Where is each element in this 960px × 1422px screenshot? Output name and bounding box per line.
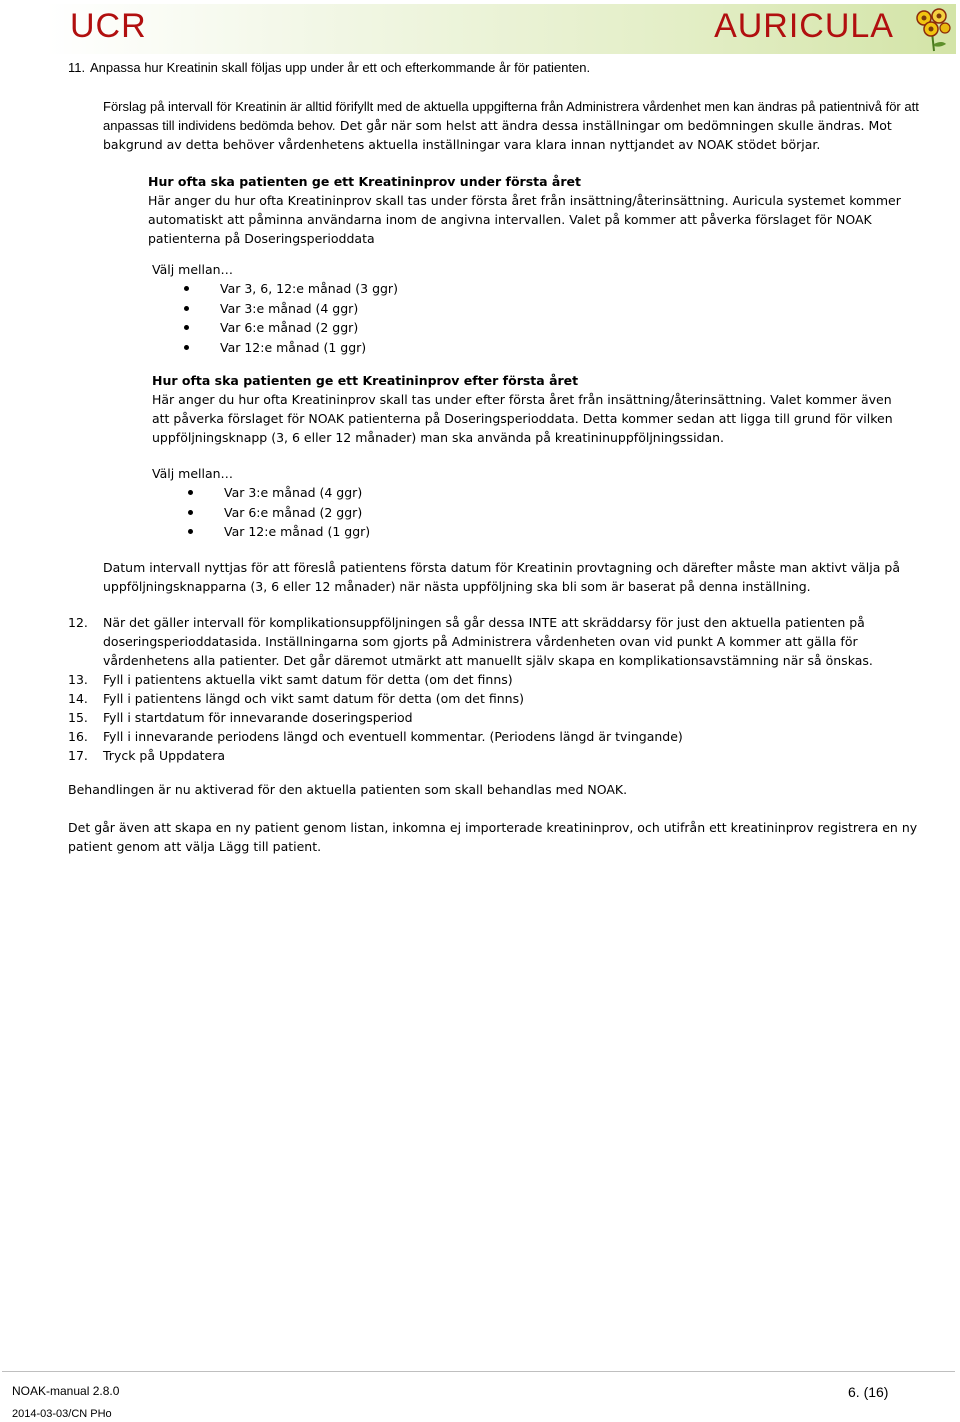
choose-label: Välj mellan…: [152, 262, 234, 277]
footer-manual-version: NOAK-manual 2.8.0: [12, 1384, 120, 1398]
section-after-first-year: [152, 371, 912, 542]
step-text: Fyll i patientens aktuella vikt samt datum för detta (om det finns): [103, 672, 513, 687]
footer-date: 2014-03-03/CN PHo: [12, 1408, 112, 1420]
step-text: Anpassa hur Kreatinin skall följas upp under år ett och efterkommande år för patienten.: [90, 60, 591, 75]
step-number: 14.: [68, 691, 88, 706]
step-15: [68, 708, 928, 727]
step-number: 12.: [68, 615, 88, 630]
step-number: 13.: [68, 672, 88, 687]
option-list: [152, 483, 912, 542]
step-14: [68, 689, 928, 708]
step-number: 11.: [68, 60, 86, 75]
new-patient-paragraph: Det går även att skapa en ny patient genom listan, inkomna ej importerade kreatininprov, och utifrån ett kreatininprov registrera en ny patient genom att välja Lägg till patient.: [68, 820, 918, 854]
auricula-flower-logo-icon: [912, 6, 952, 52]
section-body: Här anger du hur ofta Kreatininprov skall tas under efter första året från insättning/återinsättning. Valet kommer även att påverka förslaget för NOAK patienterna på Doseringsperioddata. Detta kommer sedan att ligga till grund för vilken uppföljningsknapp (3, 6 eller 12 månader) man ska använda på kreatininuppföljningssidan.: [152, 392, 893, 445]
intro-paragraph: [103, 97, 923, 154]
option-item: Var 6:e månad (2 ggr): [148, 318, 908, 338]
option-item: Var 3:e månad (4 ggr): [152, 483, 912, 503]
step-list: [68, 613, 928, 765]
step-text: Tryck på Uppdatera: [103, 748, 225, 763]
footer-page-number: 6. (16): [848, 1384, 889, 1400]
option-item: Var 6:e månad (2 ggr): [152, 503, 912, 523]
option-item: Var 3, 6, 12:e månad (3 ggr): [148, 279, 908, 299]
step-text: När det gäller intervall för komplikationsuppföljningen så går dessa INTE att skräddarsy för just den aktuella patienten på doseringsperioddatasida. Inställningarna som gjorts på Administrera vårdenheten ovan vid punkt A kommer att gälla för vårdenhetens alla patienter. Det går däremot utmärkt att manuellt själv skapa en komplikationsavstämning när så önskas.: [103, 615, 873, 668]
intro-part1: Förslag på intervall för Kreatinin är alltid förifyllt med de aktuella uppgifterna från Administrera vårdenhet men kan ändras på patientnivå för att anpassas till individens bedömda behov.: [103, 99, 919, 133]
footer-divider: [2, 1371, 955, 1372]
option-list: [148, 279, 908, 357]
step-text: Fyll i innevarande periodens längd och eventuell kommentar. (Periodens längd är tvingande): [103, 729, 683, 744]
step-16: [68, 727, 928, 746]
header-ucr: UCR: [70, 7, 147, 45]
option-item: Var 12:e månad (1 ggr): [148, 338, 908, 358]
step-17: [68, 746, 928, 765]
section-title: Hur ofta ska patienten ge ett Kreatininprov under första året: [148, 174, 581, 189]
step-text: Fyll i patientens längd och vikt samt datum för detta (om det finns): [103, 691, 524, 706]
activation-paragraph: Behandlingen är nu aktiverad för den aktuella patienten som skall behandlas med NOAK.: [68, 782, 628, 797]
intro-part2: Det går när som helst att ändra dessa inställningar om bedömningen skulle ändras. Mot bakgrund av detta behöver vårdenhetens aktuella inställningar vara klara innan nyttjandet av NOAK stödet börjar.: [103, 118, 892, 152]
step-number: 17.: [68, 748, 88, 763]
step-number: 15.: [68, 710, 88, 725]
section-first-year: [148, 172, 908, 357]
option-item: Var 12:e månad (1 ggr): [152, 522, 912, 542]
section-title: Hur ofta ska patienten ge ett Kreatininprov efter första året: [152, 373, 579, 388]
step-text: Fyll i startdatum för innevarande doseringsperiod: [103, 710, 413, 725]
choose-label: Välj mellan…: [152, 466, 234, 481]
datum-paragraph: Datum intervall nyttjas för att föreslå patientens första datum för Kreatinin provtagning och därefter måste man aktivt välja på uppföljningsknapparna (3, 6 eller 12 månader) när nästa uppföljning ska bli som är baserat på denna inställning.: [103, 560, 900, 594]
step-13: [68, 670, 928, 689]
step-12: [68, 613, 928, 670]
page-header: [46, 4, 956, 54]
section-body: Här anger du hur ofta Kreatininprov skall tas under första året från insättning/återinsättning. Auricula systemet kommer automatiskt att påminna användarna inom de angivna intervallen. Valet på kommer att påverka förslaget för NOAK patienterna på Doseringsperioddata: [148, 193, 901, 246]
step-number: 16.: [68, 729, 88, 744]
header-auricula: AURICULA: [714, 7, 894, 45]
option-item: Var 3:e månad (4 ggr): [148, 299, 908, 319]
